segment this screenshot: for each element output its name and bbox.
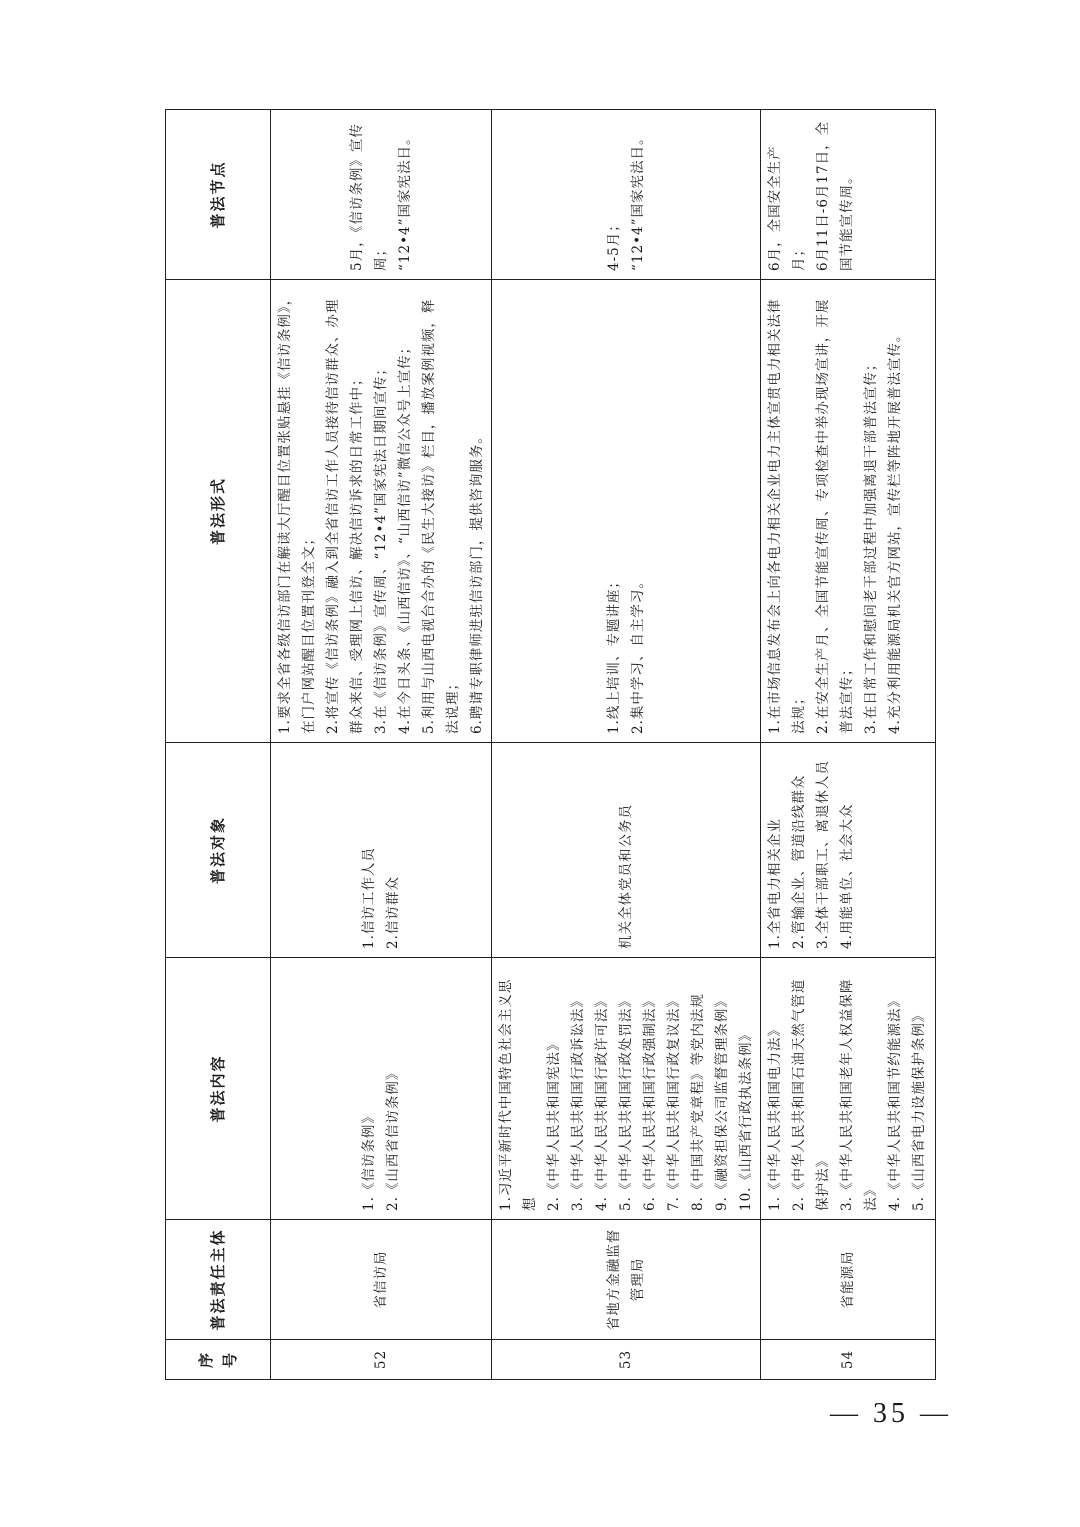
row-subject: 省信访局 bbox=[271, 1220, 492, 1340]
form-item: 2.在安全生产月、全国节能宣传周、专项检查中举办现场宣讲，开展普法宣传； bbox=[815, 298, 855, 734]
row-time bbox=[492, 110, 761, 280]
row-num: 54 bbox=[761, 1340, 936, 1380]
row-num: 52 bbox=[271, 1340, 492, 1380]
row-target bbox=[271, 743, 492, 958]
form-item: 2.将宣传《信访条例》融入到全省信访工作人员接待信访群众、办理群众来信、受理网上信访、解决信访诉求的日常工作中； bbox=[325, 298, 365, 734]
row-time bbox=[271, 110, 492, 280]
content-item: 4.《中华人民共和国节约能源法》 bbox=[887, 993, 903, 1211]
row-num: 53 bbox=[492, 1340, 761, 1380]
content-item: 8.《中国共产党章程》等党内法规 bbox=[690, 993, 706, 1211]
row-time bbox=[761, 110, 936, 280]
form-item: 1.在市场信息发布会上向各电力相关企业电力主体宣贯电力相关法律法规； bbox=[767, 298, 807, 734]
target-item: 4.用能单位、社会大众 bbox=[839, 803, 855, 949]
form-item: 4.充分利用能源局机关官方网站，宣传栏等阵地开展普法宣传。 bbox=[887, 327, 903, 734]
row-target bbox=[492, 743, 761, 958]
row-subject: 省地方金融监督管理局 bbox=[492, 1220, 761, 1340]
content-item: 4.《中华人民共和国行政许可法》 bbox=[594, 993, 610, 1211]
content-item: 3.《中华人民共和国行政诉讼法》 bbox=[570, 993, 586, 1211]
time-item: 6月11日-6月17日，全国节能宣传周。 bbox=[815, 120, 855, 271]
content-item: 9.《融资担保公司监督管理条例》 bbox=[714, 993, 730, 1211]
row-subject: 省能源局 bbox=[761, 1220, 936, 1340]
target-item: 3.全体干部职工、离退休人员 bbox=[815, 760, 831, 949]
table-row bbox=[492, 110, 761, 1380]
header-content: 普法内容 bbox=[166, 958, 271, 1220]
content-item: 10.《山西省行政执法条例》 bbox=[738, 1027, 754, 1211]
law-popularization-table bbox=[165, 109, 936, 1380]
form-item: 1.线上培训、专题讲座； bbox=[606, 574, 622, 734]
form-item: 1.要求全省各级信访部门在解读大厅醒目位置张贴悬挂《信访条例》，在门户网站醒目位置刊登全文； bbox=[277, 290, 317, 734]
content-item: 6.《中华人民共和国行政强制法》 bbox=[642, 993, 658, 1211]
time-item: “12•4”国家宪法日。 bbox=[630, 130, 646, 271]
content-item: 1.习近平新时代中国特色社会主义思想 bbox=[498, 978, 538, 1211]
table-header-row bbox=[166, 110, 271, 1380]
form-item: 4.在今日头条、《山西信访》、“山西信访”微信公众号上宣传； bbox=[397, 339, 413, 734]
time-item: 4-5月； bbox=[606, 217, 622, 271]
content-item: 1.《中华人民共和国电力法》 bbox=[767, 1022, 783, 1211]
content-item: 5.《山西省电力设施保护条例》 bbox=[911, 1007, 927, 1211]
form-item: 2.集中学习、自主学习。 bbox=[630, 574, 646, 734]
row-content bbox=[271, 958, 492, 1220]
row-content bbox=[761, 958, 936, 1220]
row-form bbox=[761, 280, 936, 743]
row-target bbox=[761, 743, 936, 958]
target-item: 2.信访群众 bbox=[385, 876, 401, 949]
header-target: 普法对象 bbox=[166, 743, 271, 958]
content-item: 7.《中华人民共和国行政复议法》 bbox=[666, 993, 682, 1211]
rotated-table-block bbox=[165, 110, 927, 1380]
content-item: 2.《中华人民共和国宪法》 bbox=[546, 1036, 562, 1211]
form-item: 3.在日常工作和慰问老干部过程中加强离退干部普法宣传； bbox=[863, 356, 879, 734]
header-time: 普法节点 bbox=[166, 110, 271, 280]
header-subject: 普法责任主体 bbox=[166, 1220, 271, 1340]
time-item: 6月，全国安全生产月； bbox=[767, 145, 807, 271]
content-item: 5.《中华人民共和国行政处罚法》 bbox=[618, 993, 634, 1211]
row-content bbox=[492, 958, 761, 1220]
time-item: “12•4”国家宪法日。 bbox=[397, 130, 413, 271]
content-item: 2.《山西省信访条例》 bbox=[385, 1065, 401, 1211]
content-item: 3.《中华人民共和国老年人权益保障法》 bbox=[839, 978, 879, 1211]
table-row bbox=[761, 110, 936, 1380]
target-item: 1.全省电力相关企业 bbox=[767, 818, 783, 949]
form-item: 5.利用与山西电视台合办的《民生大接访》栏目，播放案例视频，释法说理； bbox=[421, 298, 461, 734]
target-item: 1.信访工作人员 bbox=[361, 847, 377, 949]
header-num: 序号 bbox=[166, 1340, 271, 1380]
target-item: 2.管输企业、管道沿线群众 bbox=[791, 774, 807, 949]
form-item: 6.聘请专职律师进驻信访部门，提供咨询服务。 bbox=[469, 429, 485, 734]
content-item: 1.《信访条例》 bbox=[361, 1109, 377, 1211]
time-item: 5月，《信访条例》宣传周； bbox=[349, 123, 389, 271]
row-form bbox=[492, 280, 761, 743]
table-row bbox=[271, 110, 492, 1380]
content-item: 2.《中华人民共和国石油天然气管道保护法》 bbox=[791, 978, 831, 1211]
target-item: 机关全体党员和公务员 bbox=[618, 804, 634, 949]
form-item: 3.在《信访条例》宣传周、“12•4”国家宪法日期间宣传； bbox=[373, 361, 389, 734]
page-number: — 35 — bbox=[830, 1398, 952, 1429]
row-form bbox=[271, 280, 492, 743]
header-form: 普法形式 bbox=[166, 280, 271, 743]
